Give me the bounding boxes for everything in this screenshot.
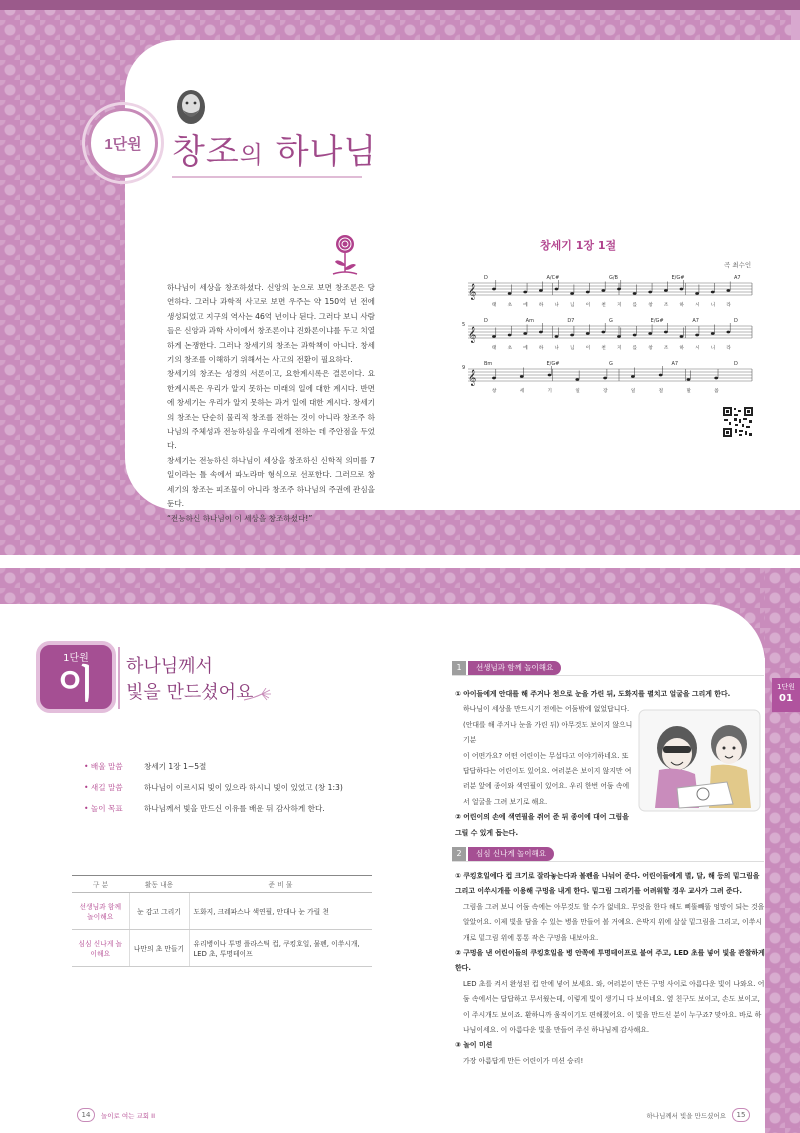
lesson-unit: 1단원 bbox=[63, 653, 89, 664]
step-2-text: LED 초를 켜서 완성된 컵 안에 넣어 보세요. 와, 여러분이 만든 구멍 사이로 아름다운 빛이 나와요. 어둠 속에서는 답답하고 무서웠는데, 이렇게 빛이 생기니 다 보이네요. 옆 친구도 보이고, 손도 보이고, 이 주시개도 보이죠. 환하니까 움직이기도 편해졌어요. 이 빛을 만드신 분이 누구죠? 맞아요. 바로 하나님이세요. 이 아름다운 빛을 만들어 주신 하나님께 감사해요. bbox=[463, 979, 765, 1035]
note-head bbox=[633, 292, 637, 295]
flower-icon bbox=[327, 232, 363, 278]
note-head bbox=[555, 335, 559, 338]
section-2-header bbox=[452, 847, 554, 861]
note-head bbox=[601, 331, 605, 334]
note-head bbox=[714, 377, 718, 380]
table-row bbox=[72, 930, 372, 967]
lyric: 에 bbox=[523, 346, 528, 351]
lesson-divider bbox=[118, 647, 120, 709]
lyric: 를 bbox=[632, 303, 638, 308]
meta-value: 창세기 1장 1~5절 bbox=[144, 762, 207, 771]
note-head bbox=[586, 332, 590, 335]
table-row bbox=[72, 893, 372, 930]
section-title: 심심 신나게 놀이해요 bbox=[468, 847, 554, 861]
script-line: 이 어떤가요? 어떤 어린이는 무섭다고 이야기하네요. 또 bbox=[463, 751, 629, 760]
meta-row bbox=[84, 756, 343, 777]
note-head bbox=[508, 334, 512, 337]
script-line: 서 얼굴을 그려 보기로 해요. bbox=[463, 797, 548, 806]
chord-label: D bbox=[484, 318, 488, 324]
meta-row bbox=[84, 798, 343, 819]
lyric: 조 bbox=[663, 346, 669, 351]
title-connector: 의 bbox=[239, 141, 264, 169]
lyric: 하 bbox=[679, 303, 684, 308]
note-head bbox=[492, 335, 496, 338]
bottom-page bbox=[0, 568, 800, 1133]
note-head bbox=[520, 375, 524, 378]
note-head bbox=[633, 334, 637, 337]
note-head bbox=[648, 332, 652, 335]
table-cell-materials: 도화지, 크레파스나 색연필, 안대나 눈 가릴 천 bbox=[189, 893, 372, 930]
materials-table bbox=[72, 875, 372, 967]
children-illustration bbox=[637, 708, 762, 813]
measure-number: 5 bbox=[462, 322, 466, 328]
dandelion-icon bbox=[242, 688, 272, 702]
note-head bbox=[603, 377, 607, 380]
step-3: ③ 놀이 미션 bbox=[455, 1041, 493, 1050]
table-cell-section: 심심 신나게 놀이해요 bbox=[72, 930, 129, 967]
note-head bbox=[617, 288, 621, 291]
step-1: ① 아이들에게 안대를 해 주거나 천으로 눈을 가린 뒤, 도화지를 펼치고 얼굴을 그리게 한다. bbox=[455, 690, 731, 698]
lyric: 조 bbox=[663, 303, 669, 308]
footer-right bbox=[647, 1108, 750, 1122]
intro-paragraph-3: 창세기는 전능하신 하나님이 세상을 창조하신 신학적 의미를 7일이라는 틀 속에서 파노라마 형식으로 선포한다. 그러므로 창세기의 창조는 피조물이 아니라 창조주 하나님의 주권에 관심을 둔다. bbox=[167, 455, 375, 509]
top-page bbox=[0, 0, 800, 555]
intro-text bbox=[167, 281, 375, 526]
chord-label: A7 bbox=[692, 318, 699, 324]
lyric: 일 bbox=[575, 389, 580, 394]
lyric: 태 bbox=[492, 346, 497, 351]
section-rule bbox=[452, 675, 764, 676]
step-1-text: 그림을 그려 보니 어둠 속에는 아무것도 할 수가 없네요. 무엇을 한다 해도 삐뚤빼뚤 엉망이 되는 것을 알았어요. 이제 빛을 담을 수 있는 병을 만들어 볼 거예요. 은박지 위에 살살 밑그림을 그리고, 이쑤시개로 밑그림 위에 통통 작은 구멍을 내보아요. bbox=[463, 902, 765, 942]
section-1-header bbox=[452, 661, 561, 675]
side-tab-unit: 1단원 bbox=[777, 683, 795, 691]
title-part1: 창조 bbox=[172, 132, 240, 172]
lyric: 나 bbox=[554, 303, 559, 308]
chord-label: Am bbox=[525, 318, 534, 324]
chord-label: E/G# bbox=[650, 318, 664, 324]
lyric: 초 bbox=[507, 346, 513, 351]
table-header: 구 분 bbox=[72, 876, 129, 893]
chord-label: G bbox=[609, 318, 613, 324]
treble-clef: 𝄞 bbox=[468, 327, 477, 343]
script-line: (안대를 해 주거나 눈을 가린 뒤) 아무것도 보이지 않으니 기분 bbox=[463, 720, 633, 745]
note-head bbox=[711, 291, 715, 294]
lyric: 기 bbox=[547, 389, 553, 394]
meta-key: • 놀이 목표 bbox=[84, 798, 144, 819]
note-head bbox=[664, 331, 668, 334]
table-header-row bbox=[72, 876, 372, 893]
note-head bbox=[680, 335, 684, 338]
note-head bbox=[726, 289, 730, 292]
note-head bbox=[586, 291, 590, 294]
lyric: 지 bbox=[617, 346, 622, 351]
lyric: 일 bbox=[630, 389, 636, 394]
lesson-title-line1: 하나님께서 bbox=[126, 656, 213, 677]
note-head bbox=[523, 332, 527, 335]
side-tab-number: 01 bbox=[779, 693, 793, 704]
page-number: 15 bbox=[732, 1108, 750, 1122]
lyric: 하 bbox=[679, 346, 684, 351]
note-head bbox=[711, 332, 715, 335]
lyric: 창 bbox=[648, 346, 653, 351]
qr-code-icon bbox=[722, 406, 754, 438]
lyric: 지 bbox=[617, 303, 622, 308]
lyric: 나 bbox=[554, 346, 559, 351]
lyric: 절 bbox=[658, 389, 664, 394]
top-strip bbox=[0, 0, 800, 10]
note-head bbox=[508, 292, 512, 295]
chord-label: E/G# bbox=[671, 275, 685, 281]
lyric: 창 bbox=[492, 389, 497, 394]
note-head bbox=[492, 288, 496, 291]
step-2: ② 구멍을 낸 어린이들의 쿠킹호일을 병 안쪽에 투명테이프로 붙여 주고, LED 초를 넣어 빛을 관찰하게 한다. bbox=[455, 949, 765, 973]
lyric: 에 bbox=[523, 303, 528, 308]
footer-left bbox=[77, 1108, 155, 1122]
lyric: 이 bbox=[585, 303, 591, 308]
footer-text: 하나님께서 빛을 만드셨어요 bbox=[646, 1111, 726, 1120]
lyric: 세 bbox=[519, 389, 525, 394]
chord-label: A7 bbox=[734, 275, 741, 281]
note-head bbox=[570, 334, 574, 337]
lyric: 초 bbox=[507, 303, 513, 308]
lyric: 라 bbox=[726, 346, 731, 351]
score-title: 창세기 1장 1절 bbox=[540, 239, 617, 252]
lyric: 님 bbox=[570, 303, 575, 308]
intro-quote: “전능하신 하나님이 이 세상을 창조하셨다!” bbox=[167, 513, 313, 523]
lyric: 하 bbox=[538, 346, 544, 351]
lyric: 라 bbox=[726, 303, 731, 308]
note-head bbox=[617, 335, 621, 338]
lesson-badge bbox=[36, 641, 116, 713]
section-rule bbox=[452, 861, 764, 862]
meta-key: • 배울 말씀 bbox=[84, 756, 144, 777]
step-3-text: 가장 아름답게 만든 어린이가 미션 승리! bbox=[463, 1056, 584, 1065]
lyric: 장 bbox=[603, 389, 608, 394]
note-head bbox=[726, 331, 730, 334]
meta-value: 하나님이 이르시되 빛이 있으라 하시니 빛이 있었고 (창 1:3) bbox=[144, 783, 343, 792]
section-number: 2 bbox=[452, 847, 466, 861]
measure-number: 9 bbox=[462, 365, 466, 371]
note-head bbox=[687, 378, 691, 381]
note-head bbox=[539, 331, 543, 334]
table-cell-activity: 나만의 초 만들기 bbox=[129, 930, 189, 967]
section-2-body bbox=[455, 869, 767, 1069]
lyric: 창 bbox=[648, 303, 653, 308]
table-cell-activity: 눈 감고 그리기 bbox=[129, 893, 189, 930]
note-head bbox=[523, 291, 527, 294]
note-head bbox=[539, 289, 543, 292]
meta-row bbox=[84, 777, 343, 798]
note-head bbox=[570, 292, 574, 295]
treble-clef: 𝄞 bbox=[468, 370, 477, 386]
title-part2: 하나님 bbox=[263, 132, 378, 172]
chord-label: A/C# bbox=[546, 275, 560, 281]
score-author: 곡 최수인 bbox=[724, 261, 752, 269]
note-head bbox=[695, 334, 699, 337]
chord-label: D bbox=[484, 275, 488, 281]
lesson-meta bbox=[84, 756, 343, 819]
lesson-title-line2: 빛을 만드셨어요 bbox=[126, 682, 254, 703]
title-underline bbox=[172, 176, 362, 178]
note-head bbox=[659, 374, 663, 377]
note-head bbox=[680, 288, 684, 291]
unit-label: 1단원 bbox=[88, 108, 158, 178]
chord-label: A7 bbox=[671, 361, 679, 367]
chord-label: G/B bbox=[609, 275, 618, 281]
table-cell-materials: 유리병이나 투명 플라스틱 컵, 쿠킹호일, 물펜, 이쑤시개, LED 초, 투명테이프 bbox=[189, 930, 372, 967]
meta-key: • 새길 말씀 bbox=[84, 777, 144, 798]
lyric: 씀 bbox=[714, 389, 719, 394]
note-head bbox=[631, 375, 635, 378]
step-2: ② 어린이의 손에 색연필을 쥐어 준 뒤 종이에 대어 그림을 그릴 수 있게 돕는다. bbox=[455, 813, 629, 837]
lyric: 천 bbox=[601, 346, 606, 351]
step-1: ① 쿠킹호일에다 컵 크기로 잘라놓는다과 볼펜을 나눠어 준다. 어린이들에게 별, 달, 해 등의 밑그림을 그리고 이쑤시개를 이용해 구멍을 내게 한다. 밑그림 그리기를 어려워할 경우 교사가 그려 준다. bbox=[455, 872, 760, 896]
lesson-number: 이 bbox=[57, 662, 95, 706]
portrait-icon bbox=[168, 88, 214, 126]
patterned-side bbox=[765, 568, 800, 1133]
note-head bbox=[601, 289, 605, 292]
note-head bbox=[555, 288, 559, 291]
script-line: 하나님이 세상을 만드시기 전에는 어둠밖에 없었답니다. bbox=[463, 705, 630, 714]
note-head bbox=[664, 289, 668, 292]
side-tab bbox=[772, 678, 800, 712]
lyric: 님 bbox=[570, 346, 575, 351]
note-head bbox=[648, 291, 652, 294]
treble-clef: 𝄞 bbox=[468, 284, 477, 300]
script-line: 러분 앞에 종이와 색연필이 있어요. 우리 한번 어둠 속에 bbox=[463, 782, 630, 791]
lyric: 이 bbox=[585, 346, 591, 351]
sheet-music bbox=[462, 270, 754, 400]
script-line: 답답하다는 어린이도 있어요. 여러분은 보이지 않지만 여 bbox=[463, 767, 632, 776]
note-head bbox=[575, 378, 579, 381]
table-header: 활동 내용 bbox=[129, 876, 189, 893]
chapter-title bbox=[172, 124, 377, 173]
lyric: 시 bbox=[695, 346, 700, 351]
lyric: 를 bbox=[632, 346, 638, 351]
lyric: 니 bbox=[710, 346, 716, 351]
lyric: 시 bbox=[695, 303, 700, 308]
lyric: 천 bbox=[601, 303, 606, 308]
table-header: 준 비 물 bbox=[189, 876, 372, 893]
lesson-title bbox=[126, 654, 253, 706]
section-title: 선생님과 함께 놀이해요 bbox=[468, 661, 561, 675]
chord-label: E/G# bbox=[546, 361, 560, 367]
chord-label: G bbox=[609, 361, 613, 367]
intro-paragraph-1: 하나님이 세상을 창조하셨다. 신앙의 눈으로 보면 창조론은 당연하다. 그러나 과학적 사고로 보면 우주는 약 150억 년 전에 생성되었고 지구의 역사는 46억 년이나 된다. 그러다 보니 사람들은 신앙과 과학 사이에서 창조론이냐 진화론이냐를 두고 치열하게 논쟁한다. 그러나 창세기의 창조는 과학책이 아니다. 창세기의 창조를 이해하기 위해서는 사고의 전환이 필요하다. bbox=[167, 283, 375, 365]
chord-label: D7 bbox=[567, 318, 575, 324]
lyric: 태 bbox=[492, 303, 497, 308]
chord-label: D bbox=[734, 318, 738, 324]
note-head bbox=[548, 374, 552, 377]
meta-value: 하나님께서 빛을 만드신 이유를 배운 뒤 감사하게 한다. bbox=[144, 804, 325, 813]
note-head bbox=[695, 292, 699, 295]
lyric: 니 bbox=[710, 303, 716, 308]
table-cell-section: 선생님과 함께 놀이해요 bbox=[72, 893, 129, 930]
section-number: 1 bbox=[452, 661, 466, 675]
chord-label: Bm bbox=[484, 361, 493, 367]
intro-paragraph-2: 창세기의 창조는 성경의 서론이고, 요한계시록은 결론이다. 요한계시록은 우리가 알지 못하는 미래의 일에 대한 계시다. 반면에 창세기는 우리가 알지 못하는 과거 일에 대한 계시다. 창세기의 창조는 단순히 물리적 창조를 전하는 것이 아니라 창조주 하나님의 주체성과 전능하심을 우리에게 전하는 데 주안점을 두었다. bbox=[167, 369, 375, 451]
note-head bbox=[492, 377, 496, 380]
chord-label: D bbox=[734, 361, 738, 367]
lyric: 하 bbox=[538, 303, 544, 308]
lyric: 말 bbox=[686, 389, 691, 394]
page-number: 14 bbox=[77, 1108, 95, 1122]
footer-text: 놀이로 여는 교회 II bbox=[101, 1111, 155, 1120]
